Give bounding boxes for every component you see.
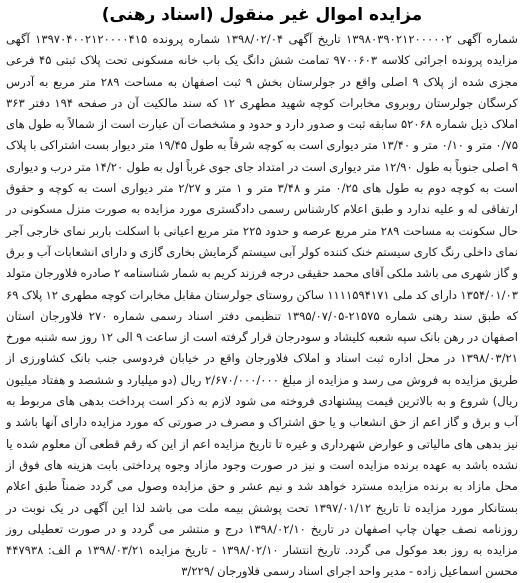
notice-body: شماره آگهی ۱۳۹۸۰۳۹۰۲۱۲۰۰۰۰۰۲ تاریخ آگهی ۱۳۹۸/۰۲/۰۴ شماره پرونده ۱۳۹۷۰۴۰۰۲۱۲۰۰۰۰۴۱۵ آگهی مزایده پرونده اجرائی کلاسه ۹۷۰۰۶۰۳ تمامت شش دانگ یک باب خانه مسکونی تحت پلاک ثبتی ۴۵ فرعی مجزی شده از پلاک ۹ اصلی واقع در جولرستان بخش ۹ ثبت اصفهان به مساحت ۲۸۹ متر مربع به آدرس کرسگان جولرستان روبروی مخابرات کوچه شهید مطهری ۱۲ که سند مالکیت آن در صفحه ۱۹۴ دفتر ۳۶۳ املاک ذیل شماره ۵۲۰۶۸ سابقه ثبت و صدور دارد و حدود و مشخصات آن عبارت است از شمالاً به طول های ۰/۷۵ متر و ۰/۱۰ متر و ۱۳/۴۰ متر دیواری است به کوچه شرقاً به طول ۱۹/۴۵ متر دیوار بست اشتراکی با پلاک ۹ اصلی جنوباً به طول ۱۲/۹۰ متر دیواری است در امتداد جای جوی غرباً اول به طول ۱۴/۲۰ متر درب و دیواری است به کوچه دوم به طول های ۰/۲۵ متر و ۳/۴۸ متر و ۱ متر و ۲/۲۷ متر دیواری است به کوچه و حقوق ارتفاقی له و علیه ندارد و طبق اعلام کارشناس رسمی دادگستری مورد مزایده به صورت منزل مسکونی در حال سکونت به مساحت ۲۸۹ متر مربع عرصه و حدود ۲۲۵ متر مربع اعیانی با اسکلت باربر نمای خارجی آجر نمای داخلی رنگ کاری سیستم خنک کننده کولر آبی سیستم گرمایش بخاری گازی و دارای انشعابات آب و برق و گاز شهری می باشد ملکی آقای محمد حقیقی درجه فرزند کریم به شمار شناسنامه ۲ صادره فلاورجان متولد ۱۳۵۴/۰۱/۰۳ دارای کد ملی ۱۱۱۱۵۹۴۱۷۱ ساکن روستای جولرستان مقابل مخابرات کوچه مطهری ۱۲ پلاک ۶۹ که طبق سند رهنی شماره ۲۱۵۷۵-۱۳۹۵/۰۷/۰۵ تنظیمی دفتر اسناد رسمی شماره ۲۷۰ فلاورجان استان اصفهان در رهن بانک سپه شعبه کلیشاد و سودرجان قرار گرفته است از ساعت ۹ الی ۱۲ روز سه شنبه مورخ ۱۳۹۸/۰۳/۲۱ در محل اداره ثبت اسناد و املاک فلاورجان واقع در خیابان فردوسی جنب بانک کشاورزی از طریق مزایده به فروش می رسد و مزایده از مبلغ ۲/۶۷۰/۰۰۰/۰۰۰ ریال (دو میلیارد و ششصد و هفتاد میلیون ریال) شروع و به بالاترین قیمت پیشنهادی فروخته می شود لازم به ذکر است پرداخت بدهی های مربوط به آب و برق و گاز اعم از حق انشعاب و یا حق اشتراک و مصرف در صورتی که مورد مزایده دارای آنها باشد و نیز بدهی های مالیاتی و عوارض شهرداری و غیره تا تاریخ مزایده اعم از این که رقم قطعی آن معلوم شده یا نشده باشد به عهده برنده مزایده است و نیز در صورت وجود مازاد وجوه پرداختی بابت هزینه های فوق از محل مازاد به برنده مزایده مسترد خواهد شد و نیم عشر و حق مزایده وصول می گردد ضمناً طبق اعلام بستانکار مورد مزایده تا تاریخ ۱۳۹۷/۰۱/۱۲ تحت پوشش بیمه ملت می باشد لذا این آگهی در یک نوبت در روزنامه نصف جهان چاپ اصفهان در تاریخ ۱۳۹۸/۰۲/۱۰ درج و منتشر می گردد و در صورت تعطیلی روز مزایده به روز بعد موکول می گردد. تاریخ انتشار ۱۳۹۸/۰۲/۱۰ - تاریخ مزایده ۱۳۹۸/۰۳/۲۱ م الف: ۴۴۷۹۳۸ محسن اسماعیل زاده - مدیر واحد اجرای اسناد رسمی فلاورجان /۳/۲۲۹ (6, 32, 519, 579)
notice-title: مزایده اموال غیر منقول (اسناد رهنی) (101, 5, 423, 25)
